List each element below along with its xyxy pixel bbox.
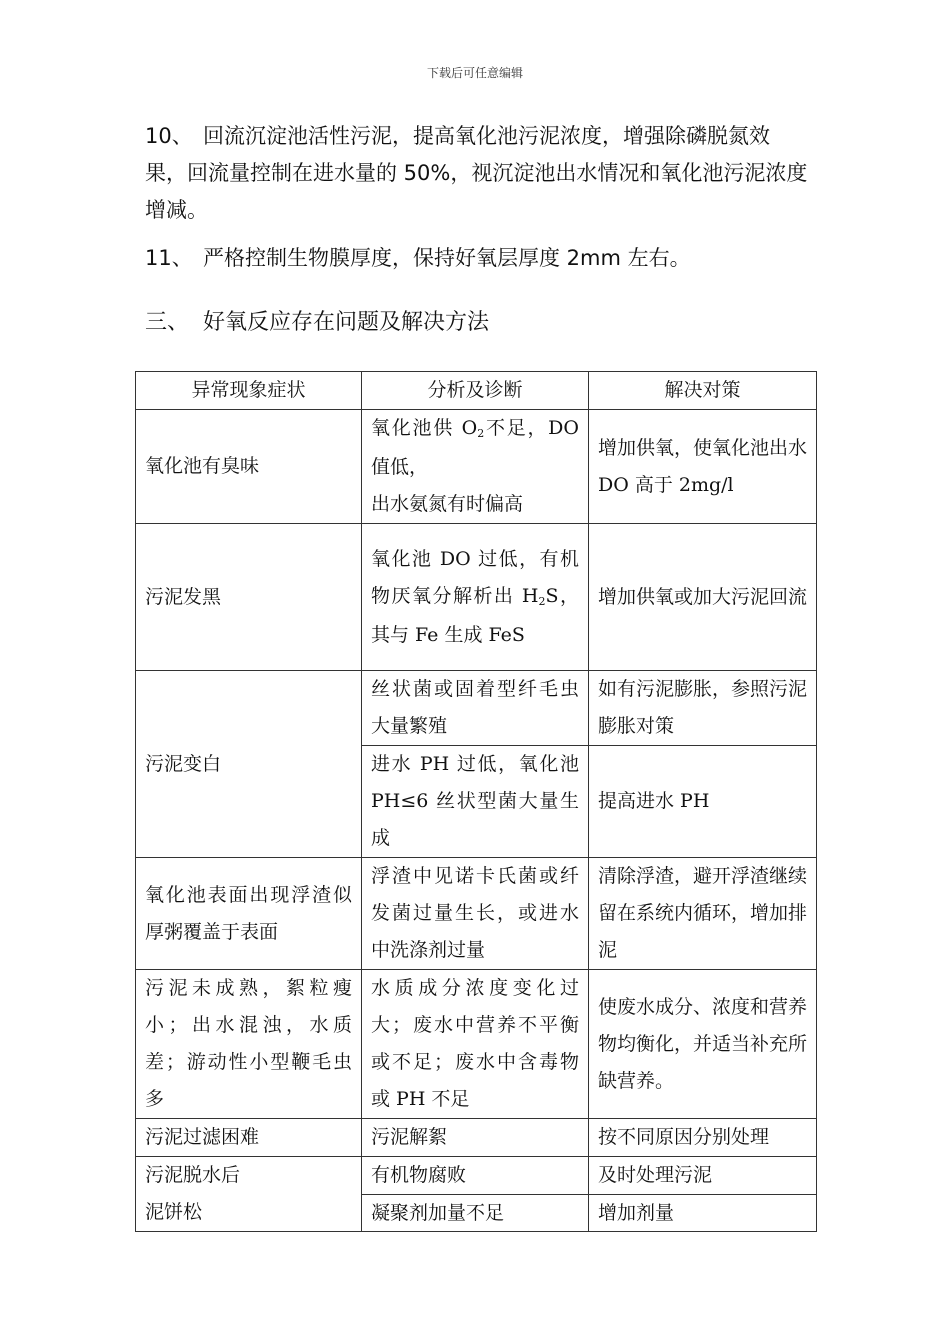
analysis-cell: 水质成分浓度变化过大；废水中营养不平衡或不足；废水中含毒物或 PH 不足	[362, 970, 589, 1119]
table-row	[136, 410, 817, 524]
item-number: 11、	[145, 246, 193, 270]
table-row	[136, 1157, 817, 1195]
solution-cell: 增加供氧，使氧化池出水 DO 高于 2mg/l	[589, 410, 817, 524]
symptom-cell: 污泥发黑	[136, 524, 362, 671]
analysis-cell: 凝聚剂加量不足	[362, 1194, 589, 1232]
table-row	[136, 970, 817, 1119]
symptom-cell: 污泥变白	[136, 671, 362, 858]
section-title: 好氧反应存在问题及解决方法	[203, 310, 490, 335]
solution-cell: 按不同原因分别处理	[589, 1119, 817, 1157]
item-11	[145, 240, 810, 277]
table-row	[136, 1119, 817, 1157]
analysis-cell: 氧化池供 $O_2$不足，DO 值低， 出水氨氮有时偏高	[362, 410, 589, 524]
symptom-cell: 污泥过滤困难	[136, 1119, 362, 1157]
analysis-cell: 丝状菌或固着型纤毛虫大量繁殖	[362, 671, 589, 746]
item-number: 10、	[145, 124, 193, 148]
problem-table	[135, 371, 817, 1232]
solution-cell: 使废水成分、浓度和营养物均衡化，并适当补充所缺营养。	[589, 970, 817, 1119]
header-solution: 解决对策	[589, 372, 817, 410]
analysis-cell: 污泥解絮	[362, 1119, 589, 1157]
solution-cell: 如有污泥膨胀，参照污泥膨胀对策	[589, 671, 817, 746]
symptom-cell: 氧化池表面出现浮渣似厚粥覆盖于表面	[136, 858, 362, 970]
header-analysis: 分析及诊断	[362, 372, 589, 410]
item-10	[145, 118, 810, 229]
table-row	[136, 858, 817, 970]
solution-cell: 及时处理污泥	[589, 1157, 817, 1195]
table-header-row	[136, 372, 817, 410]
symptom-cell: 污泥脱水后 泥饼松	[136, 1157, 362, 1232]
solution-cell: 增加剂量	[589, 1194, 817, 1232]
analysis-cell: 进水 PH 过低，氧化池 PH≤6 丝状型菌大量生成	[362, 746, 589, 858]
solution-cell: 提高进水 PH	[589, 746, 817, 858]
header-symptom: 异常现象症状	[136, 372, 362, 410]
analysis-cell: 氧化池 DO 过低，有机物厌氧分解析出 $H_2S$，其与 Fe 生成 FeS	[362, 524, 589, 671]
solution-cell: 清除浮渣，避开浮渣继续留在系统内循环，增加排泥	[589, 858, 817, 970]
analysis-cell: 有机物腐败	[362, 1157, 589, 1195]
page-header: 下载后可任意编辑	[426, 66, 523, 80]
symptom-cell: 氧化池有臭味	[136, 410, 362, 524]
solution-cell: 增加供氧或加大污泥回流	[589, 524, 817, 671]
analysis-cell: 浮渣中见诺卡氏菌或纤发菌过量生长，或进水中洗涤剂过量	[362, 858, 589, 970]
item-text: 回流沉淀池活性污泥，提高氧化池污泥浓度，增强除磷脱氮效果，回流量控制在进水量的 50%，视沉淀池出水情况和氧化池污泥浓度增减。	[145, 124, 808, 222]
table-row	[136, 524, 817, 671]
symptom-cell: 污泥未成熟，絮粒瘦小；出水混浊，水质差；游动性小型鞭毛虫多	[136, 970, 362, 1119]
section-number: 三、	[145, 310, 190, 335]
section-heading	[145, 305, 489, 341]
item-text: 严格控制生物膜厚度，保持好氧层厚度 2mm 左右。	[203, 246, 691, 270]
table-row	[136, 671, 817, 746]
